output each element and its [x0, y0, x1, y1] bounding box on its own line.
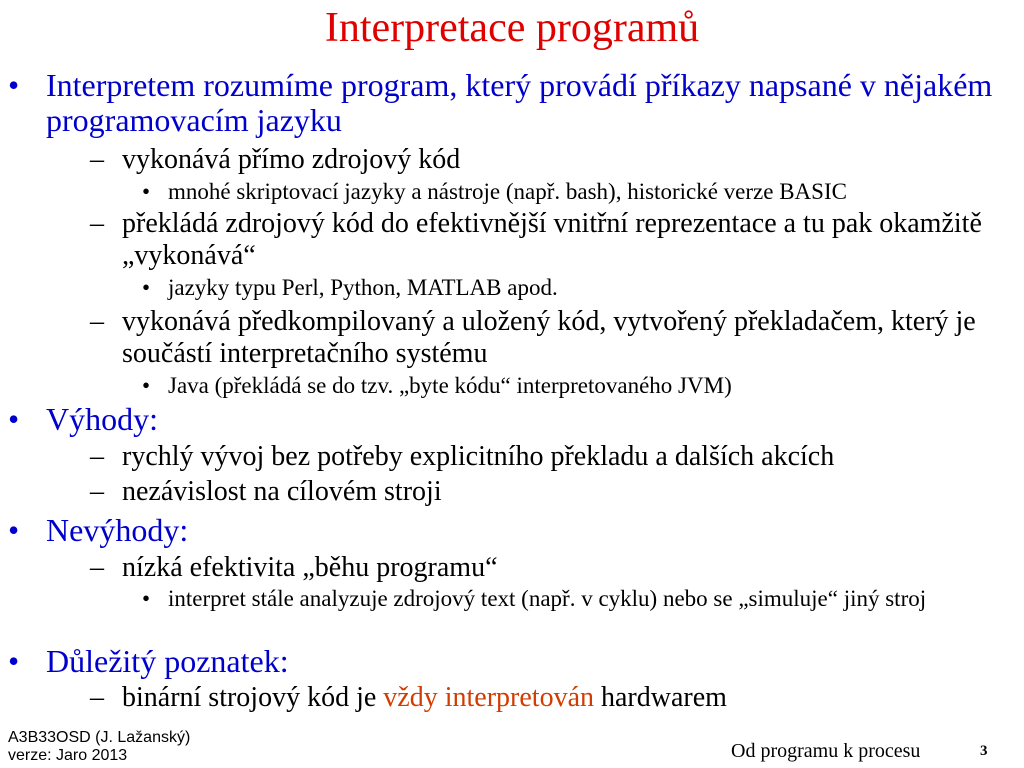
slide-title: Interpretace programů	[324, 5, 700, 51]
bullet-marker: •	[8, 401, 20, 437]
footer-version: verze: Jaro 2013	[8, 747, 128, 764]
subbullet-precompiled-code	[90, 306, 1012, 370]
bullet-text: Interpretem rozumíme program, který provádí příkazy napsané v nějakém programovacím jazyku	[46, 67, 993, 138]
subbullet-text: rychlý vývoj bez potřeby explicitního překladu a dalších akcích	[122, 441, 835, 472]
bullet-key-insight	[8, 643, 1006, 679]
subbullet-executes-source	[90, 144, 1012, 176]
detail-perl-python-matlab	[142, 275, 1018, 301]
bullet-marker: •	[142, 373, 151, 398]
bullet-marker: •	[8, 67, 20, 103]
detail-source-analysis	[142, 586, 1018, 612]
bullet-marker: •	[142, 275, 151, 300]
dash-marker: –	[90, 682, 104, 713]
detail-java-bytecode	[142, 373, 1018, 399]
detail-text: interpret stále analyzuje zdrojový text (např. v cyklu) nebo se „simuluje“ jiný stroj	[168, 586, 927, 611]
highlighted-phrase: vždy interpretován	[383, 682, 594, 713]
dash-marker: –	[90, 476, 104, 507]
subbullet-binary-code-interpreted	[90, 682, 1012, 714]
dash-marker: –	[90, 208, 104, 239]
subbullet-text: nezávislost na cílovém stroji	[122, 476, 442, 507]
bullet-interpreter-definition	[8, 67, 1006, 138]
bullet-marker: •	[142, 586, 151, 611]
bullet-marker: •	[8, 643, 20, 679]
footer-course-name: A3B33OSD (J. Lažanský)	[8, 729, 191, 746]
bullet-text: Nevýhody:	[46, 512, 189, 548]
dash-marker: –	[90, 306, 104, 337]
subbullet-fast-development	[90, 441, 1012, 473]
subbullet-text: vykonává přímo zdrojový kód	[122, 144, 461, 175]
footer-section-title: Od programu k procesu	[731, 740, 921, 762]
dash-marker: –	[90, 144, 104, 175]
subbullet-platform-independence	[90, 476, 1012, 508]
subbullet-translates-source	[90, 208, 1012, 272]
bullet-marker: •	[8, 512, 20, 548]
subbullet-text: překládá zdrojový kód do efektivnější vnitřní reprezentace a tu pak okamžitě „vykonává“	[122, 208, 982, 271]
bullet-marker: •	[142, 179, 151, 204]
detail-text: mnohé skriptovací jazyky a nástroje (např. bash), historické verze BASIC	[168, 179, 847, 204]
subbullet-text: vykonává předkompilovaný a uložený kód, vytvořený překladačem, který je součástí interpretačního systému	[122, 306, 976, 369]
subbullet-text-after: hardwarem	[594, 682, 727, 713]
dash-marker: –	[90, 441, 104, 472]
detail-scripting-languages	[142, 179, 1018, 205]
subbullet-text-before: binární strojový kód je	[122, 682, 384, 713]
subbullet-text: nízká efektivita „běhu programu“	[122, 552, 498, 583]
bullet-text: Důležitý poznatek:	[46, 643, 289, 679]
bullet-disadvantages	[8, 512, 1006, 548]
detail-text: Java (překládá se do tzv. „byte kódu“ interpretovaného JVM)	[168, 373, 732, 398]
footer-course-info	[8, 729, 190, 765]
bullet-advantages	[8, 401, 1006, 437]
bullet-text: Výhody:	[46, 401, 158, 437]
dash-marker: –	[90, 552, 104, 583]
subbullet-low-efficiency	[90, 552, 1012, 584]
detail-text: jazyky typu Perl, Python, MATLAB apod.	[168, 275, 558, 300]
page-number: 3	[980, 743, 988, 759]
